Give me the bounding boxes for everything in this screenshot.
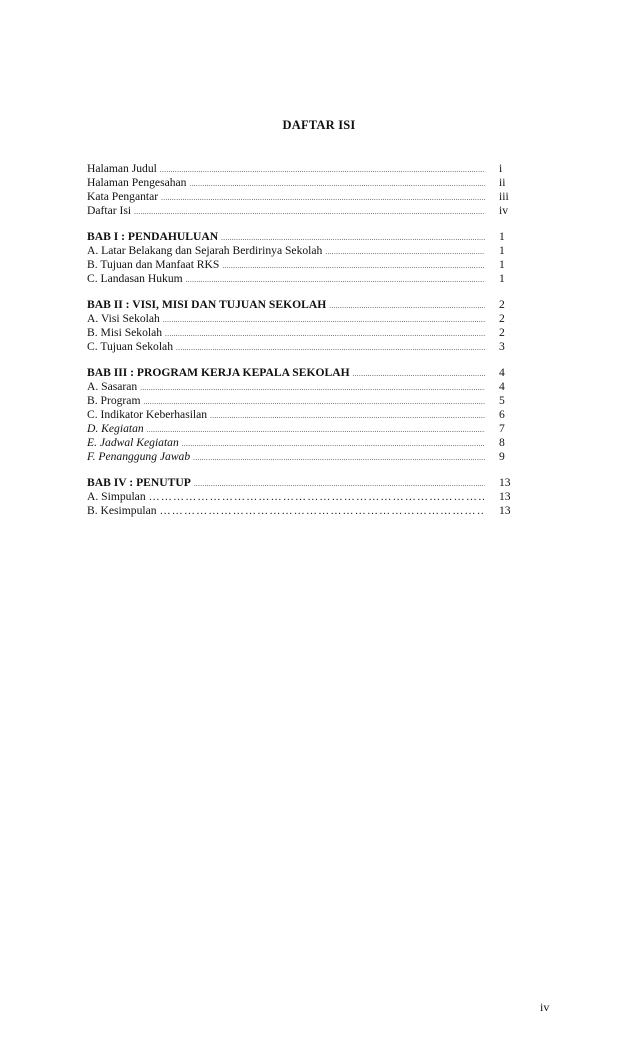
toc-chapter-heading[interactable] — [87, 230, 527, 244]
toc-entry-page: 1 — [499, 244, 505, 257]
toc-entry-label: BAB I : PENDAHULUAN — [87, 230, 219, 243]
toc-entry-label: C. Landasan Hukum — [87, 272, 183, 285]
toc-entry-label: Halaman Pengesahan — [87, 176, 187, 189]
toc-leader-dots — [222, 259, 485, 273]
toc-entry-page: 2 — [499, 312, 505, 325]
toc-leader-dots — [134, 205, 485, 219]
toc-entry[interactable] — [87, 436, 527, 450]
toc-entry[interactable] — [87, 190, 527, 204]
document-title: DAFTAR ISI — [282, 118, 356, 132]
toc-group-bab-2 — [87, 298, 527, 354]
toc-leader-dots — [140, 381, 485, 395]
toc-entry[interactable] — [87, 204, 527, 218]
toc-entry-page: 6 — [499, 408, 505, 421]
toc-entry-label: BAB III : PROGRAM KERJA KEPALA SEKOLAH — [87, 366, 350, 379]
toc-entry-page: 13 — [499, 476, 511, 489]
toc-leader-dots — [149, 490, 485, 504]
toc-entry-page: 13 — [499, 490, 511, 503]
page-number: iv — [540, 1000, 550, 1014]
toc-entry-label: B. Program — [87, 394, 141, 407]
toc-entry[interactable] — [87, 340, 527, 354]
toc-leader-dots — [189, 177, 485, 191]
toc-entry-page: 3 — [499, 340, 505, 353]
toc-entry-label: BAB IV : PENUTUP — [87, 476, 191, 489]
toc-entry[interactable] — [87, 504, 527, 518]
toc-entry-label: A. Sasaran — [87, 380, 138, 393]
toc-leader-dots — [186, 273, 485, 287]
toc-entry-label: E. Jadwal Kegiatan — [87, 436, 179, 449]
toc-leader-dots — [176, 341, 485, 355]
toc-group-bab-4 — [87, 476, 527, 518]
toc-group-bab-1 — [87, 230, 527, 286]
toc-leader-dots — [194, 477, 485, 491]
toc-entry-label: C. Indikator Keberhasilan — [87, 408, 208, 421]
toc-leader-dots — [325, 245, 485, 259]
toc-entry-page: 13 — [499, 504, 511, 517]
toc-entry-label: Kata Pengantar — [87, 190, 159, 203]
toc-entry-page: i — [499, 162, 503, 175]
toc-entry-label: A. Latar Belakang dan Sejarah Berdirinya Sekolah — [87, 244, 323, 257]
toc-entry[interactable] — [87, 490, 527, 504]
toc-entry[interactable] — [87, 312, 527, 326]
toc-chapter-heading[interactable] — [87, 298, 527, 312]
toc-entry-label: B. Misi Sekolah — [87, 326, 163, 339]
toc-chapter-heading[interactable] — [87, 366, 527, 380]
toc-entry[interactable] — [87, 408, 527, 422]
toc-entry-page: 1 — [499, 272, 505, 285]
toc-entry-label: Halaman Judul — [87, 162, 157, 175]
toc-entry-page: ii — [499, 176, 506, 189]
toc-leader-dots — [221, 231, 485, 245]
toc-entry[interactable] — [87, 272, 527, 286]
toc-entry[interactable] — [87, 258, 527, 272]
toc-entry[interactable] — [87, 176, 527, 190]
toc-entry[interactable] — [87, 162, 527, 176]
toc-entry-page: 1 — [499, 258, 505, 271]
toc-entry-label: F. Penanggung Jawab — [87, 450, 191, 463]
toc-entry-page: 4 — [499, 380, 505, 393]
toc-entry-label: C. Tujuan Sekolah — [87, 340, 174, 353]
toc-entry[interactable] — [87, 450, 527, 464]
toc-leader-dots — [163, 313, 485, 327]
toc-entry-label: Daftar Isi — [87, 204, 132, 217]
toc-entry[interactable] — [87, 422, 527, 436]
toc-entry-page: 2 — [499, 298, 505, 311]
toc-leader-dots — [329, 299, 485, 313]
toc-entry-label: D. Kegiatan — [87, 422, 144, 435]
toc-leader-dots — [353, 367, 485, 381]
toc-leader-dots — [147, 423, 485, 437]
toc-leader-dots — [210, 409, 485, 423]
toc-entry[interactable] — [87, 380, 527, 394]
toc-entry-page: 5 — [499, 394, 505, 407]
toc-leader-dots — [161, 191, 485, 205]
toc-group-bab-3 — [87, 366, 527, 464]
toc-entry[interactable] — [87, 394, 527, 408]
toc-entry-label: A. Simpulan — [87, 490, 146, 503]
toc-chapter-heading[interactable] — [87, 476, 527, 490]
toc-entry-page: iv — [499, 204, 509, 217]
toc-entry-page: 7 — [499, 422, 505, 435]
toc-leader-dots — [160, 163, 485, 177]
table-of-contents — [87, 162, 527, 530]
toc-leader-dots — [160, 504, 485, 518]
toc-entry-label: B. Tujuan dan Manfaat RKS — [87, 258, 220, 271]
toc-group-front-matter — [87, 162, 527, 218]
toc-leader-dots — [182, 437, 485, 451]
toc-entry-label: A. Visi Sekolah — [87, 312, 160, 325]
toc-entry[interactable] — [87, 326, 527, 340]
toc-entry-page: 4 — [499, 366, 505, 379]
toc-entry-page: 9 — [499, 450, 505, 463]
toc-entry-page: iii — [499, 190, 509, 203]
toc-entry-page: 2 — [499, 326, 505, 339]
toc-leader-dots — [193, 451, 485, 465]
toc-leader-dots — [165, 327, 485, 341]
toc-entry-label: BAB II : VISI, MISI DAN TUJUAN SEKOLAH — [87, 298, 327, 311]
toc-entry-page: 8 — [499, 436, 505, 449]
toc-leader-dots — [143, 395, 485, 409]
toc-entry-page: 1 — [499, 230, 505, 243]
toc-entry-label: B. Kesimpulan — [87, 504, 157, 517]
toc-entry[interactable] — [87, 244, 527, 258]
